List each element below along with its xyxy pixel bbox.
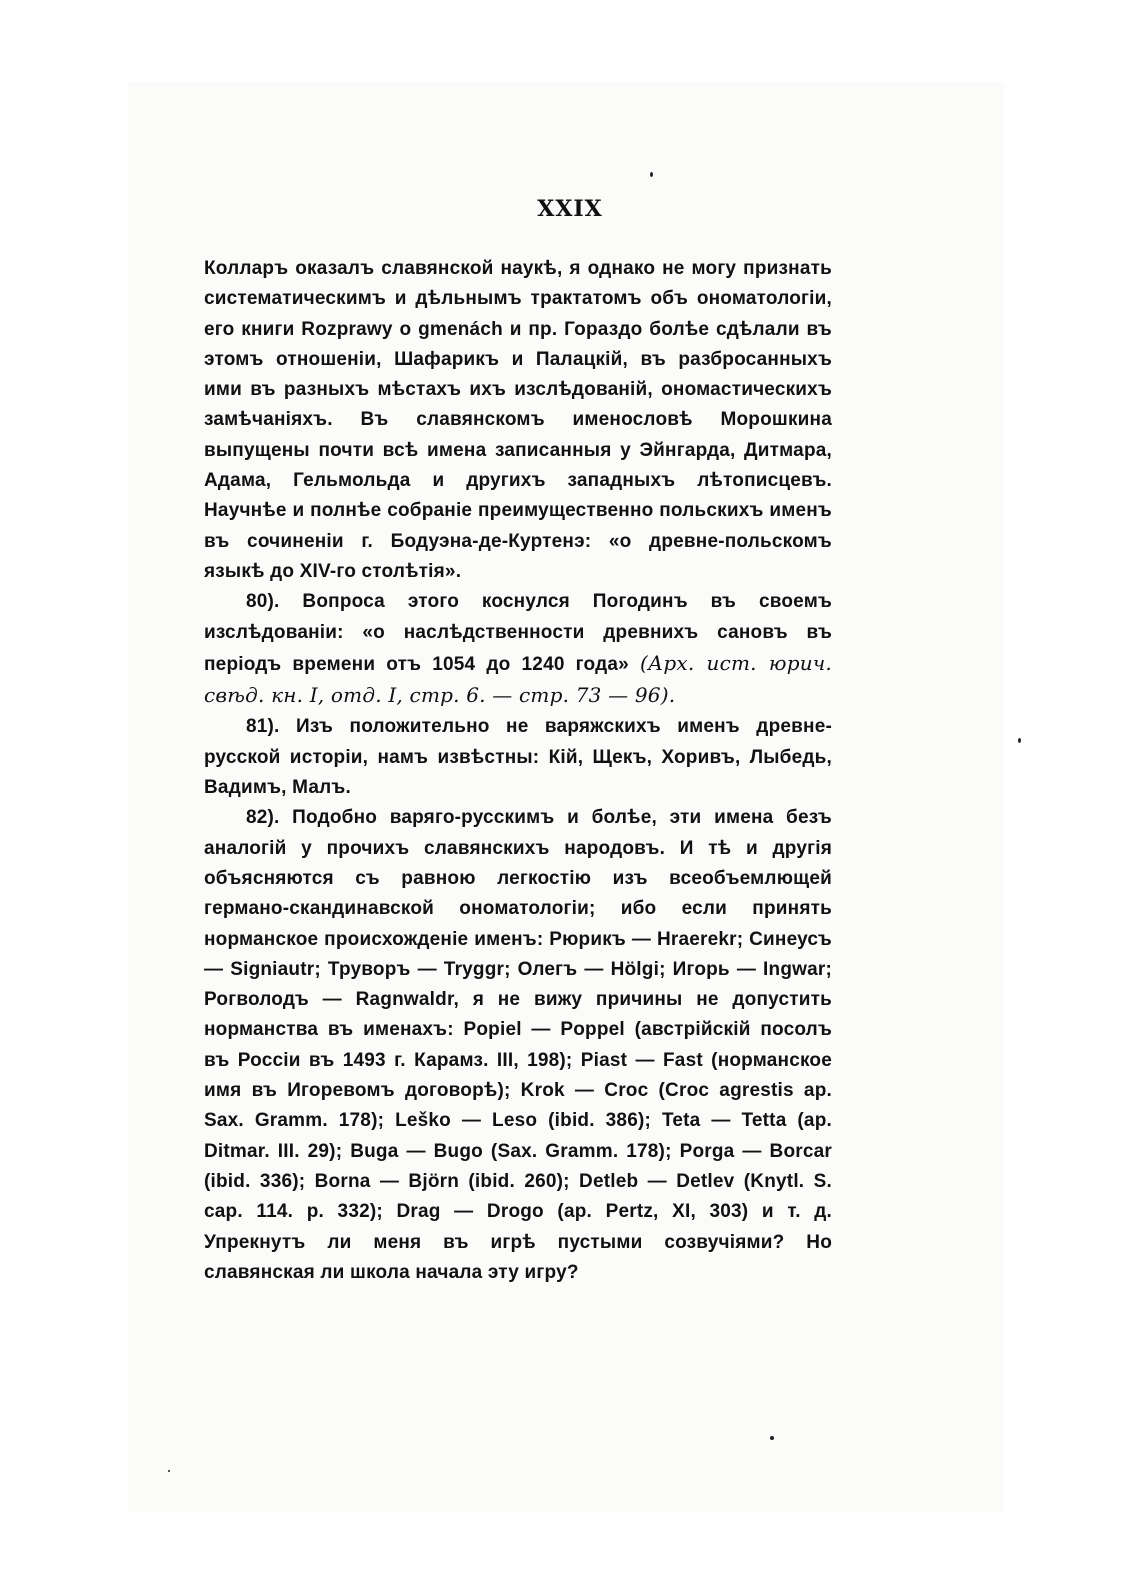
note-81: 81). Изъ положительно не варяжскихъ именъ древне-русской исторіи, намъ извѣстны: Кій, Щекъ, Хоривъ, Лыбедь, Вадимъ, Малъ. bbox=[204, 716, 832, 799]
note-80-text: 80). Вопроса этого коснулся Погодинъ въ своемъ изслѣдованіи: «о наслѣдственности древнихъ сановъ въ періодъ времени отъ 1054 до 1240 года» bbox=[204, 591, 832, 675]
paragraph-continuation: Колларъ оказалъ славянской наукѣ, я однако не могу признать систематическимъ и дѣльнымъ трактатомъ объ ономатологіи, его книги Rozprawy o gmenách и пр. Гораздо болѣе сдѣлали въ этомъ отношеніи, Шафарикъ и Палацкій, въ разбросанныхъ ими въ разныхъ мѣстахъ ихъ изслѣдованій, ономастическихъ замѣчаніяхъ. Въ славянскомъ именословѣ Морошкина выпущены почти всѣ имена записанныя у Эйнгарда, Дитмара, Адама, Гельмольда и другихъ западныхъ лѣтописцевъ. Научнѣе и полнѣе собраніе преимущественно польскихъ именъ въ сочиненіи г. Бодуэна-де-Куртенэ: «о древне-польскомъ языкѣ до XIV-го столѣтія». bbox=[204, 258, 832, 582]
main-text bbox=[204, 254, 832, 1288]
note-82: 82). Подобно варяго-русскимъ и болѣе, эти имена безъ аналогій у прочихъ славянскихъ народовъ. И тѣ и другія объясняются съ равною легкостію изъ всеобъемлющей германо-скандинавской ономатологіи; ибо если принять норманское происхожденіе именъ: Рюрикъ — Hraerekr; Синеусъ — Signiautr; Труворъ — Tryggr; Олегъ — Hölgi; Игорь — Ingwar; Рогволодъ — Ragnwaldr, я не вижу причины не допустить норманства въ именахъ: Popiel — Poppel (австрійскій посолъ въ Россіи въ 1493 г. Карамз. III, 198); Piast — Fast (норманское имя въ Игоревомъ договорѣ); Krok — Croc (Croc agrestis ap. Sax. Gramm. 178); Leško — Leso (ibid. 386); Teta — Tetta (ap. Ditmar. III. 29); Buga — Bugo (Sax. Gramm. 178); Porga — Borcar (ibid. 336); Borna — Björn (ibid. 260); Detleb — Detlev (Knytl. S. cap. 114. p. 332); Drag — Drogo (ap. Pertz, XI, 303) и т. д. Упрекнутъ ли меня въ игрѣ пустыми созвучіями? Но славянская ли школа начала эту игру? bbox=[204, 807, 832, 1283]
note-80 bbox=[204, 587, 832, 712]
scan-speck bbox=[770, 1436, 774, 1440]
note-80-reference: (Арх. ист. юрич. свѣд. кн. I, отд. I, стр. 6. — стр. 73 — 96). bbox=[204, 650, 832, 708]
page-number: XXIX bbox=[537, 196, 603, 222]
scan-speck bbox=[168, 1470, 170, 1472]
scan-speck bbox=[1018, 738, 1021, 743]
scan-speck bbox=[650, 172, 653, 177]
